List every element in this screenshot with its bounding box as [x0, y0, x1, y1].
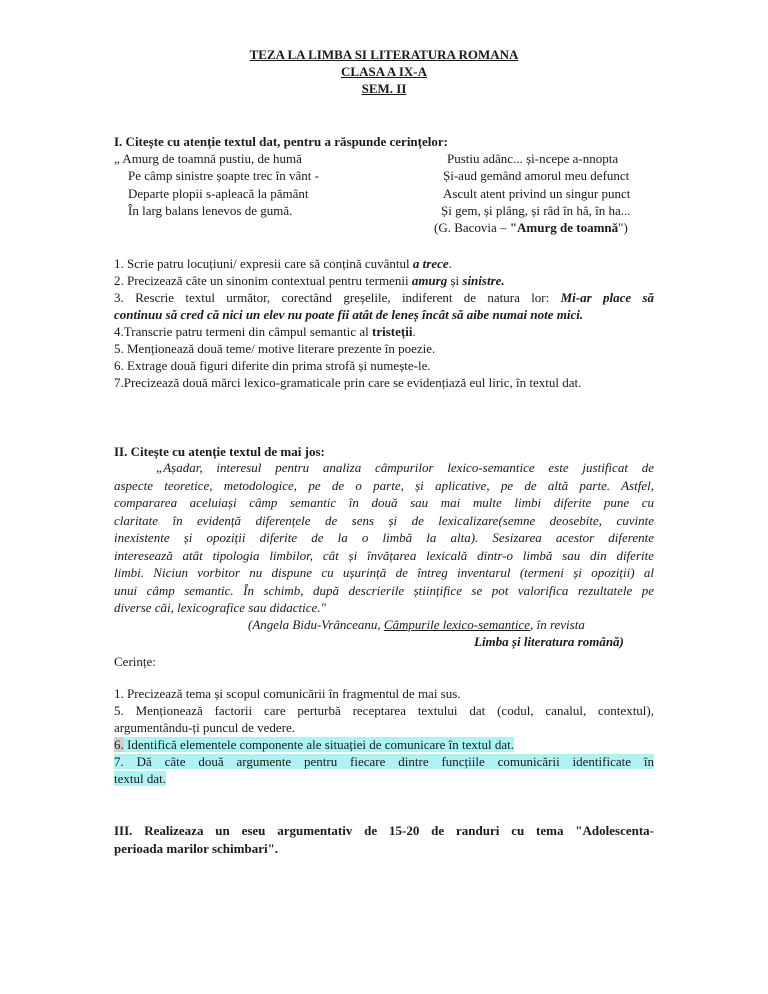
requirement-7: 7.Precizează două mărci lexico-gramaticale prin care se evidențiază eul liric, în textul dat. — [114, 375, 582, 390]
section-1-heading: I. Citește cu atenție textul dat, pentru a răspunde cerințelor: — [114, 134, 448, 149]
quote-line: claritate în evidență diferențele de sens și de lexicalizare(semne deosebite, cuvinte — [114, 513, 654, 528]
document-title: TEZA LA LIMBA SI LITERATURA ROMANA — [249, 47, 519, 62]
highlight-number: 6. — [114, 737, 124, 752]
requirement-6: 6. Extrage două figuri diferite din prima strofă și numește-le. — [114, 358, 431, 373]
highlighted-text: Identifică elementele componente ale situației de comunicare în textul dat. — [123, 737, 514, 752]
quote-line: interesează atât tipologia limbilor, cât și învățarea lexicală dintr-o limbă sau din diferite — [114, 548, 654, 563]
s2-requirement-1: 1. Precizează tema și scopul comunicării în fragmentul de mai sus. — [114, 686, 461, 701]
requirement-4: 4.Transcrie patru termeni din câmpul semantic al tristeții. — [114, 324, 416, 339]
s2-requirement-5: 5. Menționează factorii care perturbă receptarea textului dat (codul, canalul, contextul), — [114, 703, 654, 718]
quote-line: compararea aceluiași câmp semantic în două sau mai multe limbi diferite pune cu — [114, 495, 654, 510]
poem-right-line: Și-aud gemând amorul meu defunct — [443, 168, 630, 183]
quote-line: aspecte teoretice, metodologice, pe de o parte, și aplicative, pe de altă parte. Astfel, — [114, 478, 654, 493]
poem-right-line: Ascult atent privind un singur punct — [443, 186, 631, 201]
source-journal: Limba și literatura română) — [474, 634, 624, 649]
source-title: Câmpurile lexico-semantice — [383, 617, 531, 632]
highlighted-text: textul dat. — [114, 771, 166, 786]
requirement-3-text: continuu să cred că nici un elev nu poate fii atât de leneș încât să aibe numai note mici. — [114, 307, 584, 322]
poem-left-line: Pe câmp sinistre șoapte trec în vânt - — [128, 168, 319, 183]
s2-requirement-7 — [114, 753, 654, 771]
poem-title: "Amurg de toamnă — [509, 220, 619, 235]
s2-requirement-6 — [114, 736, 514, 753]
requirement-2: 2. Precizează câte un sinonim contextual pentru termenii amurg și sinistre. — [114, 273, 505, 288]
requirement-1: 1. Scrie patru locuțiuni/ expresii care să conțină cuvântul a trece. — [114, 256, 452, 271]
poem-attribution: (G. Bacovia – "Amurg de toamnă") — [434, 220, 628, 235]
requirement-3: 3. Rescrie textul următor, corectând greșelile, indiferent de natura lor: Mi-ar place să — [114, 290, 654, 305]
poem-right-line: Și gem, și plâng, și râd în hâ, în ha... — [441, 203, 631, 218]
section-2-heading: II. Citește cu atenție textul de mai jos: — [114, 444, 325, 459]
requirement-5: 5. Menționează două teme/ motive literare prezente în poezie. — [114, 341, 436, 356]
poem-left-line: Departe plopii s-apleacă la pământ — [128, 186, 309, 201]
s2-requirement-7-cont — [114, 770, 166, 787]
highlighted-text: 7. Dă câte două argumente pentru fiecare dintre funcțiile comunicării identificate în — [114, 754, 654, 769]
class-label: CLASA A IX-A — [341, 64, 427, 79]
requirements-label: Cerințe: — [114, 654, 156, 669]
poem-left-line: În larg balans lenevos de gumă. — [128, 203, 293, 218]
quote-line: „Așadar, interesul pentru analiza câmpurilor lexico-semantice este justificat de — [156, 460, 654, 475]
poem-left-line: „ Amurg de toamnă pustiu, de humă — [114, 151, 302, 166]
section-3-line: III. Realizeaza un eseu argumentativ de 15-20 de randuri cu tema "Adolescenta- — [114, 823, 654, 838]
poem-right-line: Pustiu adânc... și-ncepe a-nnopta — [447, 151, 619, 166]
semester-label: SEM. II — [361, 81, 407, 96]
quote-source: (Angela Bidu-Vrânceanu, Câmpurile lexico-semantice, în revista — [248, 617, 585, 632]
section-3-line: perioada marilor schimbari". — [114, 841, 279, 856]
quote-line: limbi. Niciun vorbitor nu dispune cu ușurință de întreg inventarul (termeni și opoziții) al — [114, 565, 654, 580]
s2-requirement-5-cont: argumentându-ți puncul de vedere. — [114, 720, 295, 735]
quote-line: diverse căi, lexicografice sau didactice." — [114, 600, 326, 615]
quote-line: inexistente și opoziții diferite de la o limbă la alta). Sesizarea acestor diferente — [114, 530, 654, 545]
quote-line: unui câmp semantic. În schimb, după descrierile științifice se pot valorifica rezultatele pe — [114, 583, 654, 598]
